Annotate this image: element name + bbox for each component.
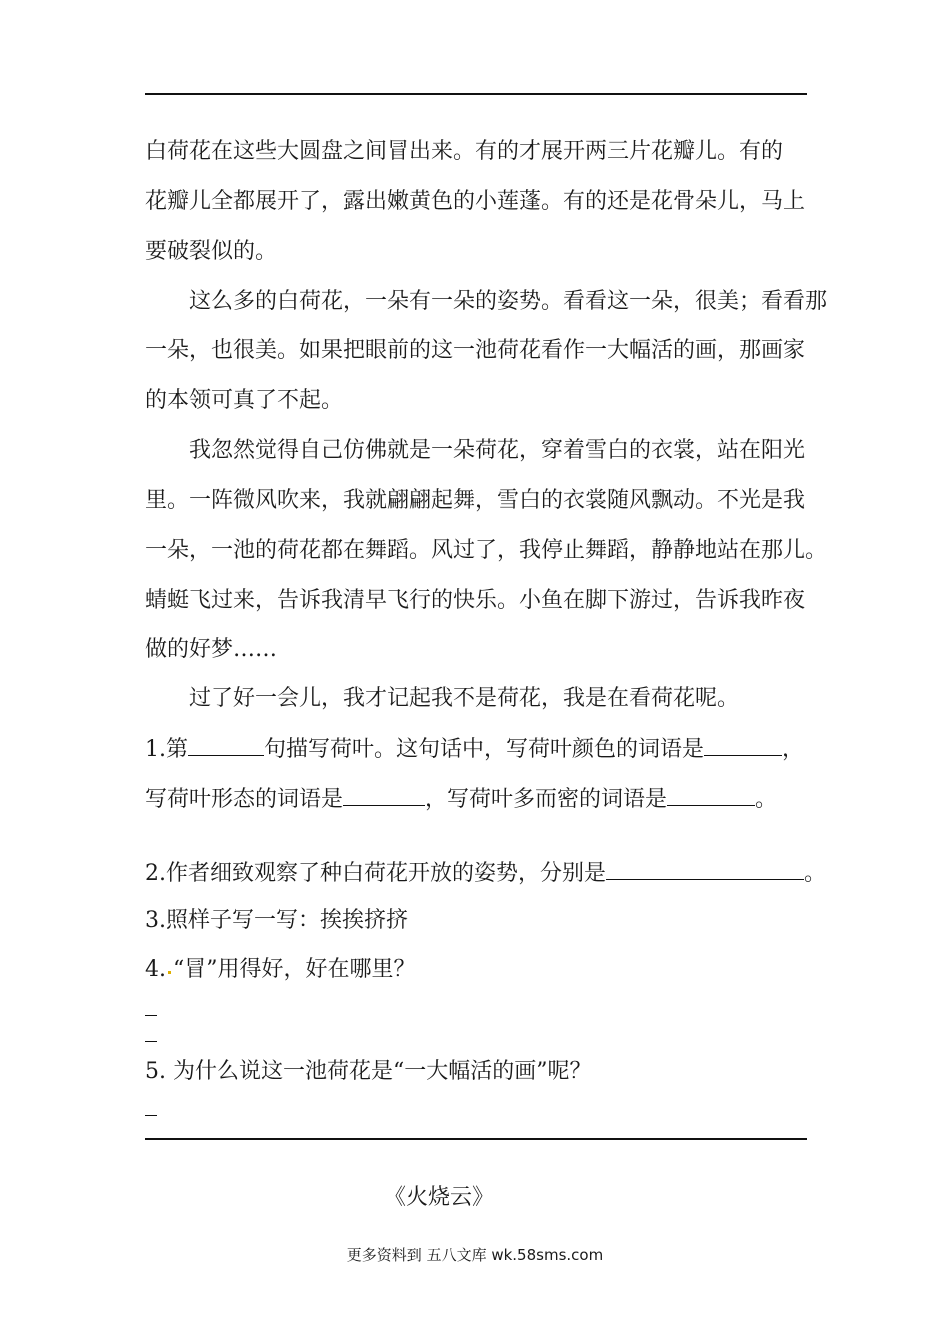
- answer-line[interactable]: [145, 1015, 157, 1016]
- footer-text: 更多资料到 五八文库 wk.58sms.com: [346, 1246, 604, 1264]
- marker-dot: [168, 971, 171, 974]
- question-3: 3.照样子写一写：挨挨挤挤: [145, 908, 408, 933]
- paragraph-line: 白荷花在这些大圆盘之间冒出来。有的才展开两三片花瓣儿。有的: [145, 139, 784, 164]
- question-text: ，: [782, 737, 805, 762]
- paragraph-line: 蜻蜓飞过来，告诉我清早飞行的快乐。小鱼在脚下游过，告诉我昨夜: [145, 588, 806, 613]
- answer-blank[interactable]: [188, 733, 264, 756]
- paragraph-line: 花瓣儿全都展开了，露出嫩黄色的小莲蓬。有的还是花骨朵儿，马上: [145, 189, 806, 214]
- paragraph-line: 的本领可真了不起。: [145, 388, 344, 413]
- paragraph-line: 一朵，也很美。如果把眼前的这一池荷花看作一大幅活的画，那画家: [145, 338, 806, 363]
- answer-line[interactable]: [145, 1115, 157, 1116]
- question-4: [145, 955, 416, 985]
- question-1-line-2: [145, 783, 777, 815]
- question-text: “冒”用得好，好在哪里？: [173, 957, 416, 982]
- answer-blank[interactable]: [343, 783, 425, 806]
- question-text: 。: [755, 787, 778, 812]
- question-text: ，写荷叶多而密的词语是: [425, 787, 668, 812]
- paragraph-line: 我忽然觉得自己仿佛就是一朵荷花，穿着雪白的衣裳，站在阳光: [189, 438, 806, 463]
- answer-blank[interactable]: [704, 733, 782, 756]
- paragraph-line: 里。一阵微风吹来，我就翩翩起舞，雪白的衣裳随风飘动。不光是我: [145, 488, 806, 513]
- answer-blank[interactable]: [667, 783, 755, 806]
- question-number: 4.: [145, 957, 166, 982]
- question-2: [145, 857, 826, 889]
- top-rule: [145, 93, 807, 95]
- paragraph-line: 一朵，一池的荷花都在舞蹈。风过了，我停止舞蹈，静静地站在那儿。: [145, 538, 828, 563]
- question-text: 1.第: [145, 737, 188, 762]
- question-1-line-1: [145, 733, 804, 765]
- paragraph-line: 做的好梦……: [145, 637, 278, 662]
- paragraph-line: 要破裂似的。: [145, 239, 278, 264]
- question-text: 2.作者细致观察了种白荷花开放的姿势，分别是: [145, 861, 606, 886]
- answer-line[interactable]: [145, 1041, 157, 1042]
- answer-blank[interactable]: [606, 857, 804, 880]
- next-section-title: 《火烧云》: [384, 1185, 495, 1210]
- question-5: 5. 为什么说这一池荷花是“一大幅活的画”呢？: [145, 1059, 592, 1084]
- question-text: 。: [804, 861, 827, 886]
- paragraph-line: 这么多的白荷花，一朵有一朵的姿势。看看这一朵，很美；看看那: [189, 289, 828, 314]
- question-text: 句描写荷叶。这句话中，写荷叶颜色的词语是: [264, 737, 705, 762]
- paragraph-line: 过了好一会儿，我才记起我不是荷花，我是在看荷花呢。: [189, 686, 740, 711]
- question-text: 写荷叶形态的词语是: [145, 787, 344, 812]
- section-rule: [145, 1138, 807, 1140]
